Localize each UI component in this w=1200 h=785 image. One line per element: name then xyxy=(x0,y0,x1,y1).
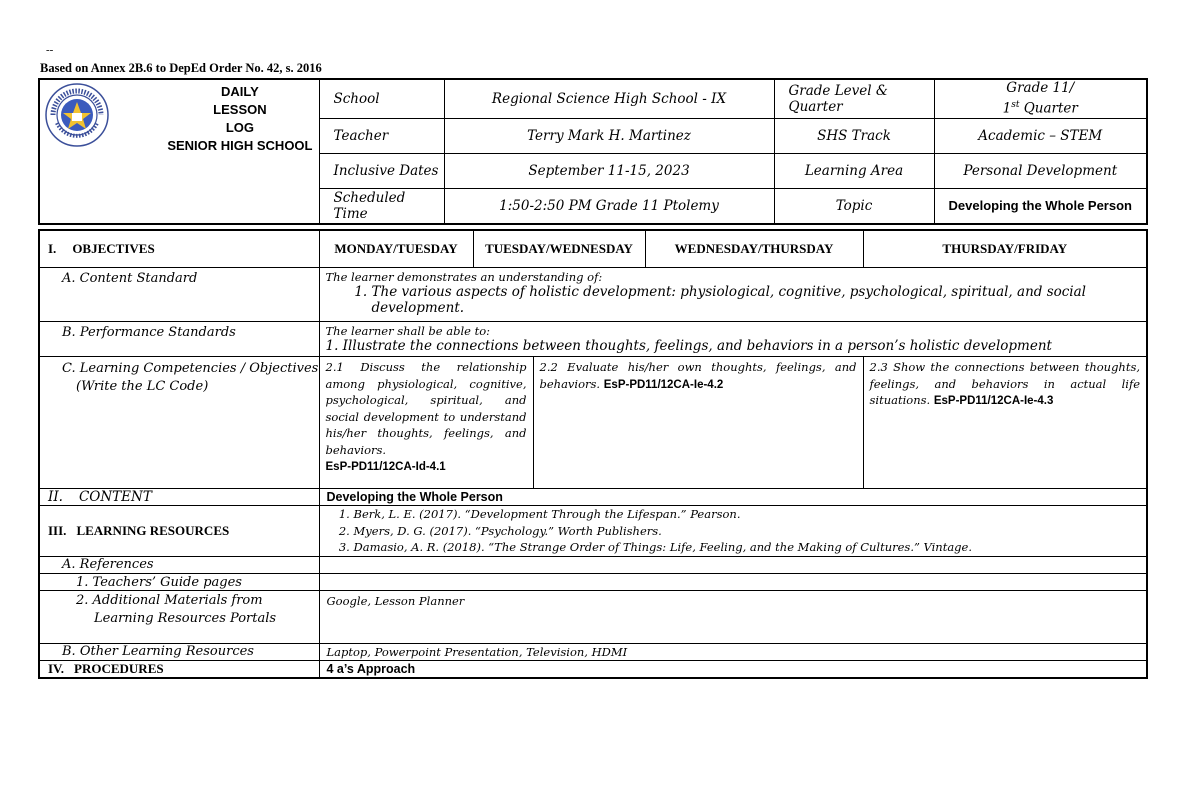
grade-value xyxy=(934,79,1147,118)
title-lesson: LESSON xyxy=(213,102,267,117)
procedures-label: PROCEDURES xyxy=(74,660,164,676)
competency-2-code: EsP-PD11/12CA-Ie-4.2 xyxy=(603,378,724,391)
objectives-header xyxy=(39,230,319,268)
procedures-num: IV. xyxy=(48,660,65,676)
grade-value-quarter: Quarter xyxy=(1019,100,1078,117)
competency-2-text: 2.2 Evaluate his/her own thoughts, feelings, and behaviors. xyxy=(539,360,857,391)
performance-cell xyxy=(319,322,1147,357)
grade-value-sup: st xyxy=(1011,100,1020,110)
day-thursday-friday: THURSDAY/FRIDAY xyxy=(863,230,1147,268)
teacher-label: Teacher xyxy=(319,118,444,153)
resources-list-cell xyxy=(319,506,1147,557)
area-label: Learning Area xyxy=(774,153,934,188)
teacher-value: Terry Mark H. Martinez xyxy=(444,118,774,153)
competency-3-code: EsP-PD11/12CA-Ie-4.3 xyxy=(933,395,1054,407)
additional-label-line2: Learning Resources Portals xyxy=(94,610,277,626)
competencies-label xyxy=(39,357,319,489)
annex-reference: Based on Annex 2B.6 to DepEd Order No. 42, s. 2016 xyxy=(40,61,322,75)
competency-1-code: EsP-PD11/12CA-Id-4.1 xyxy=(325,461,446,473)
topic-label: Topic xyxy=(774,188,934,224)
tg-value xyxy=(319,573,1147,590)
day-monday-tuesday: MONDAY/TUESDAY xyxy=(319,230,473,268)
references-value xyxy=(319,556,1147,573)
day-tuesday-wednesday: TUESDAY/WEDNESDAY xyxy=(473,230,645,268)
resource-item: 3. Damasio, A. R. (2018). “The Strange Order of Things: Life, Feeling, and the Making of Cultures.” Vintage. xyxy=(354,539,1141,556)
performance-item: 1. Illustrate the connections between thoughts, feelings, and behaviors in a person’s holistic development xyxy=(325,338,1052,354)
deped-seal-logo xyxy=(45,83,109,147)
competency-1-cell xyxy=(319,357,533,489)
dll-main-table xyxy=(38,229,1148,679)
content-standard-intro: The learner demonstrates an understanding of: xyxy=(325,270,603,284)
content-num: II. xyxy=(48,489,63,505)
title-shs: SENIOR HIGH SCHOOL xyxy=(167,138,313,153)
competencies-label-line2: (Write the LC Code) xyxy=(76,379,209,394)
resources-label: LEARNING RESOURCES xyxy=(76,522,230,538)
grade-value-num: 1 xyxy=(1002,100,1012,117)
time-label: Scheduled Time xyxy=(319,188,444,224)
top-mark: -- xyxy=(46,44,54,56)
content-value: Developing the Whole Person xyxy=(319,489,1147,506)
competency-1-text: 2.1 Discuss the relationship among physiological, cognitive, psychological, spiritual, and social development to understand his/her thoughts, feelings, and behaviors. xyxy=(325,360,527,457)
performance-intro: The learner shall be able to: xyxy=(325,324,491,338)
time-value: 1:50-2:50 PM Grade 11 Ptolemy xyxy=(444,188,774,224)
additional-materials-label xyxy=(39,590,319,643)
title-daily: DAILY xyxy=(221,84,259,99)
dll-title xyxy=(167,83,312,155)
dll-title-cell xyxy=(39,79,319,224)
performance-label: B. Performance Standards xyxy=(39,322,319,357)
content-header xyxy=(39,489,319,506)
content-standard-item: 1. The various aspects of holistic development: physiological, cognitive, psychological, spiritual, and social development. xyxy=(372,284,1141,316)
day-wednesday-thursday: WEDNESDAY/THURSDAY xyxy=(645,230,863,268)
track-value: Academic – STEM xyxy=(934,118,1147,153)
other-resources-value: Laptop, Powerpoint Presentation, Television, HDMI xyxy=(319,643,1147,660)
school-value: Regional Science High School - IX xyxy=(444,79,774,118)
school-label: School xyxy=(319,79,444,118)
dll-header-table xyxy=(38,78,1148,225)
content-label: CONTENT xyxy=(78,489,152,505)
procedures-value: 4 a’s Approach xyxy=(319,660,1147,678)
resource-item: 1. Berk, L. E. (2017). “Development Through the Lifespan.” Pearson. xyxy=(354,506,1141,523)
objectives-num: I. xyxy=(48,241,57,256)
title-log: LOG xyxy=(225,120,254,135)
competency-2-cell xyxy=(533,357,863,489)
procedures-header xyxy=(39,660,319,678)
resources-header xyxy=(39,506,319,557)
additional-label-line1: 2. Additional Materials from xyxy=(76,592,263,608)
tg-label: 1. Teachers’ Guide pages xyxy=(39,573,319,590)
references-label: A. References xyxy=(39,556,319,573)
dates-value: September 11-15, 2023 xyxy=(444,153,774,188)
competencies-label-line1: C. Learning Competencies / Objectives xyxy=(62,361,319,376)
resource-item: 2. Myers, D. G. (2017). “Psychology.” Worth Publishers. xyxy=(354,523,1141,540)
area-value: Personal Development xyxy=(934,153,1147,188)
resources-num: III. xyxy=(48,522,67,538)
content-standard-label: A. Content Standard xyxy=(39,268,319,322)
track-label: SHS Track xyxy=(774,118,934,153)
grade-label: Grade Level & Quarter xyxy=(774,79,934,118)
competency-3-text: 2.3 Show the connections between thoughts, feelings, and behaviors in actual life situations. xyxy=(869,360,1141,407)
competency-3-cell xyxy=(863,357,1147,489)
dates-label: Inclusive Dates xyxy=(319,153,444,188)
topic-value: Developing the Whole Person xyxy=(934,188,1147,224)
grade-value-line1: Grade 11/ xyxy=(1006,80,1075,96)
other-resources-label: B. Other Learning Resources xyxy=(39,643,319,660)
additional-materials-value: Google, Lesson Planner xyxy=(319,590,1147,643)
content-standard-cell xyxy=(319,268,1147,322)
objectives-label: OBJECTIVES xyxy=(72,241,155,256)
